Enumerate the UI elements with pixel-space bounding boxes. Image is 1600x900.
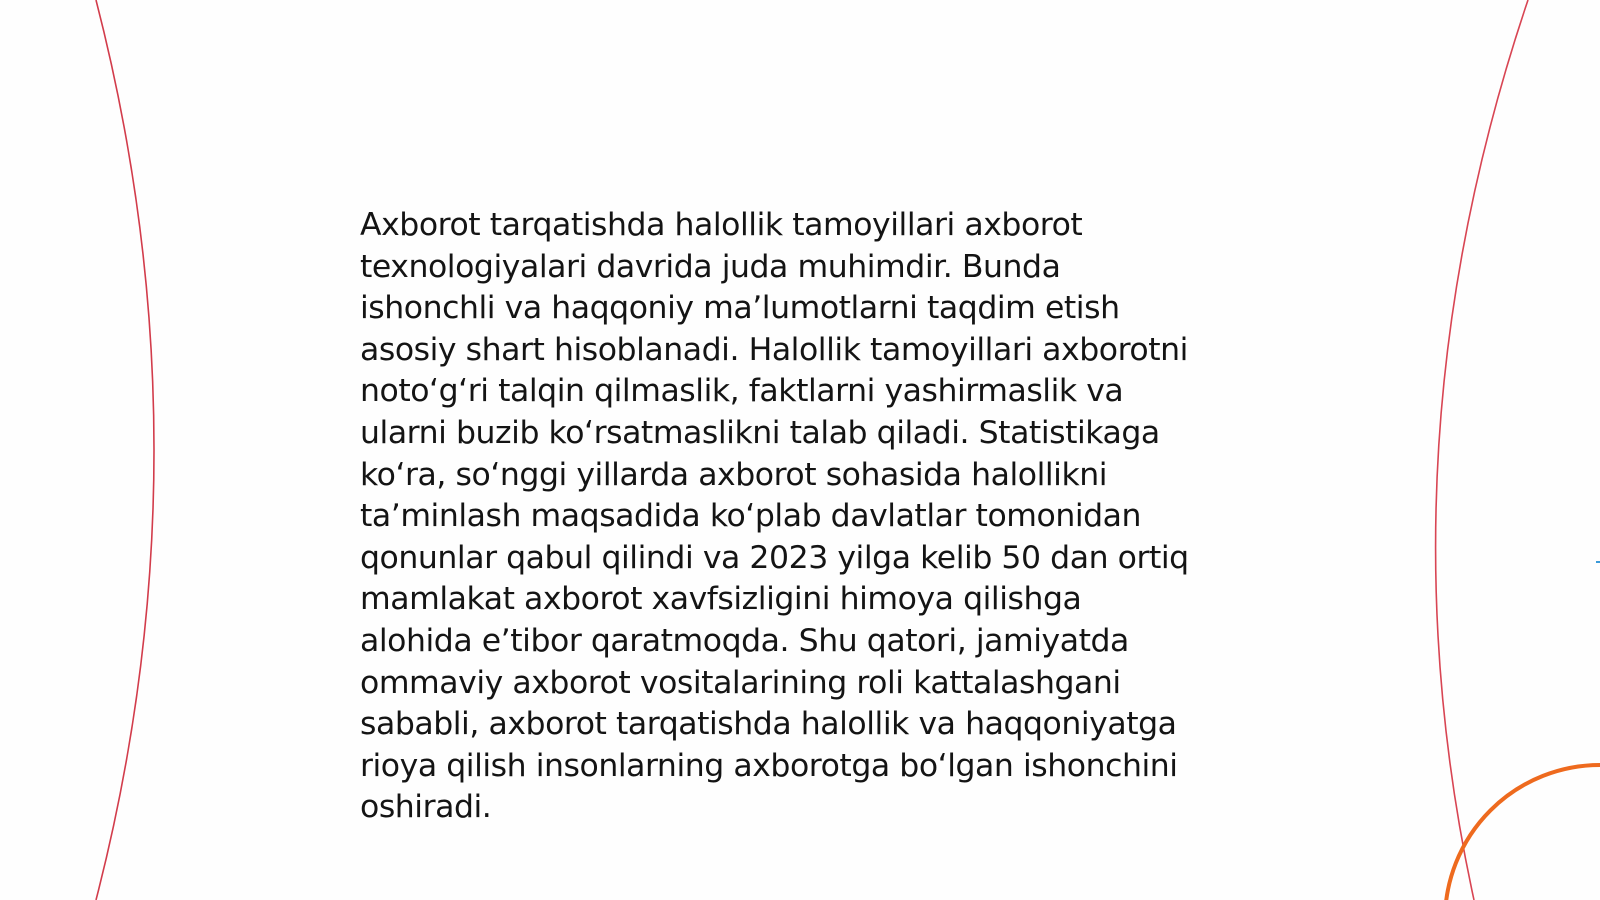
- right-curve-line: [1436, 0, 1528, 900]
- orange-arc: [1445, 765, 1600, 900]
- left-curve-line: [96, 0, 154, 900]
- body-paragraph: Axborot tarqatishda halollik tamoyillari axborot texnologiyalari davrida juda muhimdir. Bunda ishonchli va haqqoniy ma’lumotlarni taqdim etish asosiy shart hisoblanadi. Halollik tamoyillari axborotni noto‘g‘ri talqin qilmaslik, faktlarni yashirmaslik va ularni buzib ko‘rsatmaslikni talab qiladi. Statistikaga ko‘ra, so‘nggi yillarda axborot sohasida halollikni ta’minlash maqsadida ko‘plab davlatlar tomonidan qonunlar qabul qilindi va 2023 yilga kelib 50 dan ortiq mamlakat axborot xavfsizligini himoya qilishga alohida e’tibor qaratmoqda. Shu qatori, jamiyatda ommaviy axborot vositalarining roli kattalashgani sababli, axborot tarqatishda halollik va haqqoniyatga rioya qilish insonlarning axborotga bo‘lgan ishonchini oshiradi.: [360, 207, 1189, 826]
